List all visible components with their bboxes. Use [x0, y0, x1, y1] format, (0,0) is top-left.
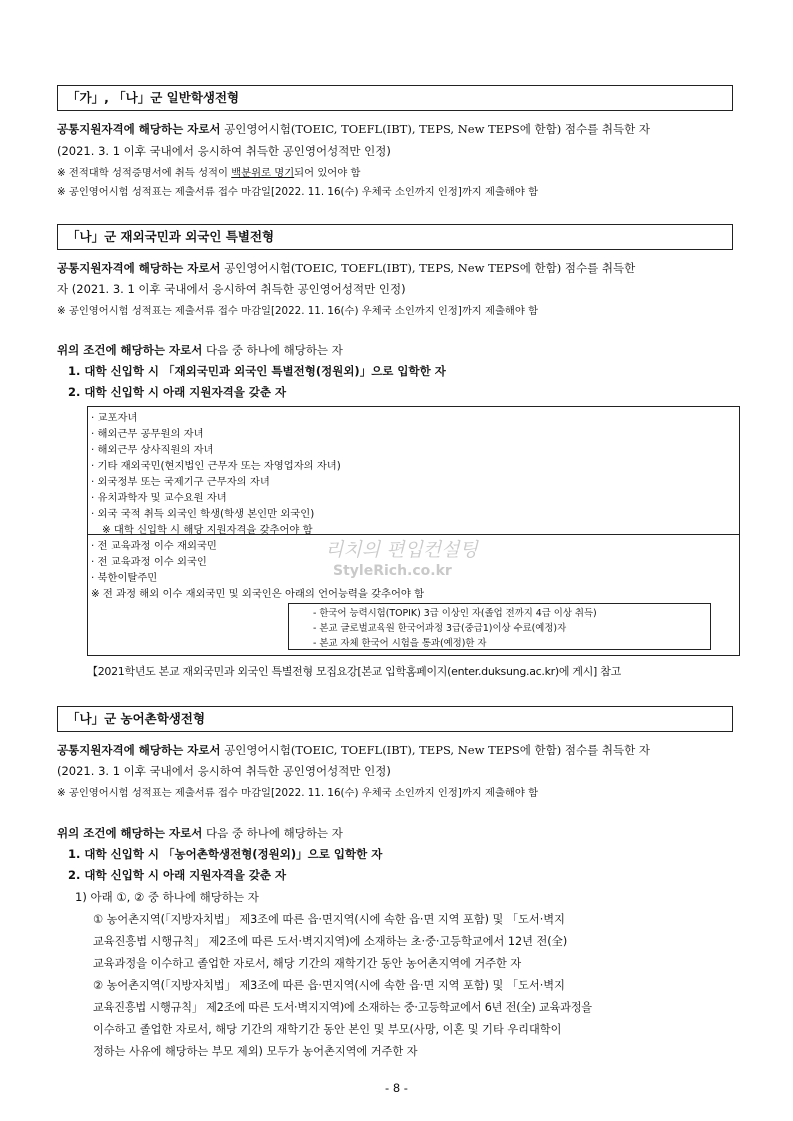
language-req: - 본교 자체 한국어 시험을 통과(예정)한 자 [313, 638, 487, 649]
eligibility-rural-line1 [57, 742, 650, 758]
table-row: · 교포자녀 [91, 412, 138, 424]
note-text: ※ 전적대학 성적증명서에 취득 성적이 [57, 167, 232, 179]
table-row: · 외국정부 또는 국제기구 근무자의 자녀 [91, 476, 270, 488]
condition-text: 다음 중 하나에 해당하는 자 [202, 343, 343, 357]
qualification-table [87, 406, 740, 656]
paragraph-2-line2: 교육진흥법 시행규칙」 제2조에 따른 도서·벽지지역)에 소재하는 중·고등학교에서 6년 전(全) 교육과정을 [93, 1001, 592, 1014]
condition-item-2 [68, 867, 286, 883]
section-title-general: 「가」, 「나」군 일반학생전형 [57, 85, 733, 111]
eligibility-lead: 공통지원자격에 해당하는 자로서 [57, 261, 221, 275]
table-row: · 해외근무 상사직원의 자녀 [91, 444, 214, 456]
watermark-url: StyleRich.co.kr [333, 563, 452, 579]
condition-overseas [57, 342, 343, 358]
language-req: - 한국어 능력시험(TOPIK) 3급 이상인 자(졸업 전까지 4급 이상 취득) [313, 608, 597, 619]
condition-text: 다음 중 하나에 해당하는 자 [202, 826, 343, 840]
table-row: · 유치과학자 및 교수요원 자녀 [91, 492, 227, 504]
table-row: · 해외근무 공무원의 자녀 [91, 428, 204, 440]
paragraph-1-line1: ① 농어촌지역(「지방자치법」 제3조에 따른 읍·면지역(시에 속한 읍·면 지역 포함) 및 「도서·벽지 [93, 913, 565, 926]
table-row: · 북한이탈주민 [91, 572, 158, 584]
note-deadline: ※ 공인영어시험 성적표는 제출서류 접수 마감일[2022. 11. 16(수) 우체국 소인까지 인정]까지 제출해야 함 [57, 186, 539, 198]
language-req: - 본교 글로벌교육원 한국어과정 3급(중급1)이상 수료(예정)자 [313, 623, 567, 634]
section-title-overseas: 「나」군 재외국민과 외국인 특별전형 [57, 224, 733, 250]
eligibility-general-line2: (2021. 3. 1 이후 국내에서 응시하여 취득한 공인영어성적만 인정) [57, 144, 391, 158]
condition-lead: 위의 조건에 해당하는 자로서 [57, 343, 203, 357]
condition-item-text: 1. 대학 신입학 시 「재외국민과 외국인 특별전형(정원외)」으로 입학한 자 [68, 364, 446, 378]
condition-rural [57, 825, 343, 841]
table-row: · 외국 국적 취득 외국인 학생(학생 본인만 외국인) [91, 508, 315, 520]
condition-item-1 [68, 363, 446, 379]
eligibility-text: 공인영어시험(TOEIC, TOEFL(IBT), TEPS, New TEPS에 한함) 점수를 취득한 자 [220, 743, 650, 757]
section-title-rural: 「나」군 농어촌학생전형 [57, 706, 733, 732]
table-row: ※ 전 과정 해외 이수 재외국민 및 외국인은 아래의 언어능력을 갖추어야 함 [91, 588, 425, 600]
eligibility-lead: 공통지원자격에 해당하는 자로서 [57, 743, 221, 757]
reference-note: 【2021학년도 본교 재외국민과 외국인 특별전형 모집요강[본교 입학홈페이지(enter.duksung.ac.kr)에 게시] 참고 [87, 665, 621, 678]
condition-lead: 위의 조건에 해당하는 자로서 [57, 826, 203, 840]
table-row: · 기타 재외국민(현지법인 근무자 또는 자영업자의 자녀) [91, 460, 341, 472]
eligibility-rural-line2: (2021. 3. 1 이후 국내에서 응시하여 취득한 공인영어성적만 인정) [57, 764, 391, 778]
watermark-title: 리치의 편입컨설팅 [325, 539, 478, 561]
language-requirements-box [288, 603, 711, 650]
paragraph-2-line1: ② 농어촌지역(「지방자치법」 제3조에 따른 읍·면지역(시에 속한 읍·면 지역 포함) 및 「도서·벽지 [93, 979, 565, 992]
eligibility-lead: 공통지원자격에 해당하는 자로서 [57, 122, 221, 136]
page-number: - 8 - [385, 1081, 408, 1095]
paragraph-2-line4: 정하는 사유에 해당하는 부모 제외) 모두가 농어촌지역에 거주한 자 [93, 1045, 418, 1058]
note-deadline: ※ 공인영어시험 성적표는 제출서류 접수 마감일[2022. 11. 16(수) 우체국 소인까지 인정]까지 제출해야 함 [57, 305, 539, 317]
condition-item-text: 2. 대학 신입학 시 아래 지원자격을 갖춘 자 [68, 385, 287, 399]
paragraph-2-line3: 이수하고 졸업한 자로서, 해당 기간의 재학기간 동안 본인 및 부모(사망, 이혼 및 기타 우리대학이 [93, 1023, 562, 1036]
eligibility-text: 공인영어시험(TOEIC, TOEFL(IBT), TEPS, New TEPS에 한함) 점수를 취득한 자 [220, 122, 650, 136]
eligibility-text: 공인영어시험(TOEIC, TOEFL(IBT), TEPS, New TEPS에 한함) 점수를 취득한 [220, 261, 636, 275]
note-transcript [57, 164, 360, 179]
condition-item-text: 1. 대학 신입학 시 「농어촌학생전형(정원외)」으로 입학한 자 [68, 847, 383, 861]
eligibility-overseas-line1 [57, 260, 635, 276]
condition-item-1 [68, 846, 382, 862]
note-deadline: ※ 공인영어시험 성적표는 제출서류 접수 마감일[2022. 11. 16(수) 우체국 소인까지 인정]까지 제출해야 함 [57, 787, 539, 799]
paragraph-1-line2: 교육진흥법 시행규칙」 제2조에 따른 도서·벽지지역)에 소재하는 초·중·고등학교에서 12년 전(全) [93, 935, 568, 948]
sub-condition: 1) 아래 ①, ② 중 하나에 해당하는 자 [75, 890, 259, 904]
table-row: ※ 대학 신입학 시 해당 지원자격을 갖추어야 함 [102, 524, 313, 536]
table-row: · 전 교육과정 이수 재외국민 [91, 540, 217, 552]
eligibility-general-line1 [57, 121, 650, 137]
condition-item-2 [68, 384, 286, 400]
condition-item-text: 2. 대학 신입학 시 아래 지원자격을 갖춘 자 [68, 868, 287, 882]
paragraph-1-line3: 교육과정을 이수하고 졸업한 자로서, 해당 기간의 재학기간 동안 농어촌지역에 거주한 자 [93, 957, 522, 970]
table-row: · 전 교육과정 이수 외국인 [91, 556, 207, 568]
note-text: 되어 있어야 함 [294, 167, 361, 179]
note-underline: 백분위로 명기 [231, 167, 295, 179]
eligibility-overseas-line2: 자 (2021. 3. 1 이후 국내에서 응시하여 취득한 공인영어성적만 인정) [57, 282, 406, 296]
